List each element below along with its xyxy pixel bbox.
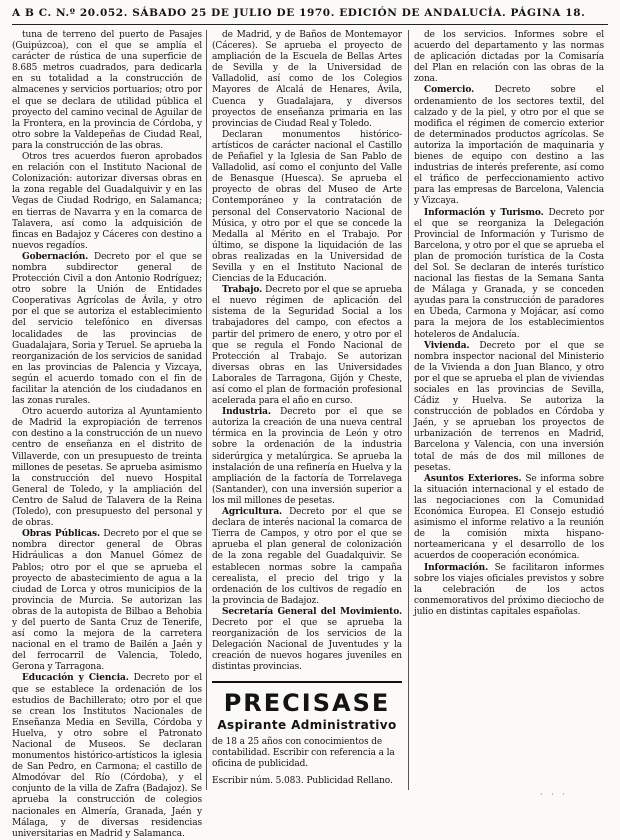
ad-text: de 18 a 25 años con conocimientos de contabilidad. Escribir con referencia a la oficina de publicidad.: [212, 737, 395, 770]
paragraph: de los servicios. Informes sobre el acuerdo del departamento y las normas de aplicación dictadas por la Comisaría del Plan en relación con las obras de la zona.: [414, 30, 604, 85]
paragraph: Otro acuerdo autoriza al Ayuntamiento de Madrid la expropiación de terrenos con destino a la construcción de un nuevo centro de enseñanza en el distrito de Villaverde, con un presupuesto de treinta millones de pesetas. Se aprueba asimismo la construcción del nuevo Hospital General de Toledo, y la ampliación del Centro de Salud de Talavera de la Reina (Toledo), con presupuesto del personal y de obras.: [12, 407, 202, 529]
classified-ad: [212, 681, 402, 787]
paragraph: Industria. Decreto por el que se autoriza la creación de una nueva central térmica en la provincia de León y otro sobre la ordenación de la industria siderúrgica y metalúrgica. Se aprueba la instalación de una refinería en Huelva y la ampliación de la factoría de Torrelavega (Santander), con una inversión superior a los mil millones de pesetas.: [212, 407, 402, 506]
paragraph: Información. Se facilitaron informes sobre los viajes oficiales previstos y sobre la celebración de los actos conmemorativos del próximo dieciocho de julio en distintas capitales españolas.: [414, 562, 605, 617]
section-heading: Educación y Ciencia.: [22, 673, 129, 684]
section-heading: Secretaría General del Movimiento.: [222, 606, 402, 617]
paragraph: Declaran monumentos histórico-artísticos de carácter nacional el Castillo de Peñafiel y la Iglesia de San Pablo de Valladolid, así como el conjunto del Valle de Benasque (Huesca). Se aprueba el proyecto de obras del Museo de Arte Contemporáneo y la contratación de personal del Conservatorio Nacional de Música, y otro por el que se concede la Medalla al Mérito en el Trabajo. Por último, se dispone la liquidación de las obras realizadas en la Universidad de Sevilla y en el Instituto Nacional de Ciencias de la Educación.: [212, 129, 402, 285]
paragraph: Gobernación. Decreto por el que se nombra subdirector general de Protección Civil a don Antonio Rodríguez; otro sobre la Unión de Entidades Cooperativas Agrícolas de Ávila, y otro por el que se autoriza el establecimiento del servicio telefónico en diversas localidades de las provincias de Guadalajara, Soria y Teruel. Se aprueba la reorganización de los servicios de sanidad en las provincias de Palencia y Vizcaya, según el acuerdo tomado con el fin de facilitar la atención de los ciudadanos en las zonas rurales.: [12, 251, 202, 407]
paragraph: Vivienda. Decreto por el que se nombra inspector nacional del Ministerio de la Vivienda a don Juan Blanco, y otro por el que se aprueba el plan de viviendas sociales en las provincias de Sevilla, Cádiz y Huelva. Se autoriza la construcción de poblados en Córdoba y Jaén, y se aprueban los proyectos de urbanización de terrenos en Madrid, Barcelona y Valencia, con una inversión total de más de dos mil millones de pesetas.: [414, 340, 605, 473]
section-heading: Información y Turismo.: [424, 207, 544, 218]
header-rule: [12, 24, 608, 25]
column-1: [12, 30, 202, 839]
paragraph: Asuntos Exteriores. Se informa sobre la situación internacional y el estado de las negociaciones con la Comunidad Económica Europea. El Consejo estudió asimismo el informe relativo a la reunión de la comisión mixta hispano-norteamericana y el desarrollo de los acuerdos de cooperación económica.: [414, 473, 604, 562]
column-rule-2: [408, 30, 409, 790]
section-heading: Vivienda.: [424, 340, 470, 351]
ad-title: PRECISASE: [223, 689, 391, 718]
paragraph: Información y Turismo. Decreto por el que se reorganiza la Delegación Provincial de Información y Turismo de Barcelona, y otro por el que se aprueba el plan de promoción turística de la Costa del Sol. Se declaran de interés turístico nacional las fiestas de la Semana Santa de Málaga y Granada, y se conceden ayudas para la construcción de paradores en Úbeda, Carmona y Mojácar, así como para la mejora de los establecimientos hoteleros de Andalucía.: [414, 207, 604, 340]
section-heading: Obras Públicas.: [22, 529, 100, 540]
paragraph: Trabajo. Decreto por el que se aprueba el nuevo régimen de aplicación del sistema de la Seguridad Social a los trabajadores del campo, con efectos a partir del primero de enero, y otro por el que se regula el Fondo Nacional de Protección al Trabajo. Se autorizan diversas obras en las Universidades Laborales de Tarragona, Gijón y Cheste, así como el plan de formación profesional acelerada para el año en curso.: [212, 285, 402, 407]
column-2: [212, 30, 402, 790]
column-rule-1: [206, 30, 207, 790]
paragraph: Obras Públicas. Decreto por el que se nombra director general de Obras Hidráulicas a don Manuel Gómez de Pablos; otro por el que se aprueba el proyecto de abastecimiento de agua a la ciudad de Lorca y otros municipios de la provincia de Murcia. Se autorizan las obras de la autopista de Bilbao a Behobia y del puerto de Santa Cruz de Tenerife, así como la mejora de la carretera nacional en el tramo de Bailén a Jaén y del ferrocarril de Valencia, Toledo, Gerona y Tarragona.: [12, 529, 202, 673]
section-heading: Asuntos Exteriores.: [424, 473, 522, 484]
paragraph: Educación y Ciencia. Decreto por el que se establece la ordenación de los estudios de Bachillerato; otro por el que se crean los Institutos Nacionales de Enseñanza Media en Sevilla, Córdoba y Huelva, y otro sobre el Patronato Nacional de Museos. Se declaran monumentos histórico-artísticos la iglesia de San Pedro, en Carmona; el castillo de Almodóvar del Río (Córdoba), y el conjunto de la villa de Zafra (Badajoz). Se aprueba la construcción de colegios nacionales en Almería, Granada, Jaén y Málaga, y de diversas residencias universitarias en Madrid y Salamanca.: [12, 673, 202, 839]
column-3: [414, 30, 604, 790]
section-heading: Gobernación.: [22, 251, 89, 262]
paragraph: de Madrid, y de Baños de Montemayor (Cáceres). Se aprueba el proyecto de ampliación de la Escuela de Bellas Artes de Sevilla y de la Universidad de Valladolid, así como de los Colegios Mayores de Alcalá de Henares, Ávila, Cuenca y Guadalajara, y diversos proyectos de enseñanza primaria en las provincias de Ciudad Real y Toledo.: [212, 30, 402, 129]
ad-reference: Escribir núm. 5.083. Publicidad Rellano.: [212, 776, 393, 787]
section-heading: Trabajo.: [222, 285, 263, 296]
paragraph: Agricultura. Decreto por el que se declara de interés nacional la comarca de Tierra de Campos, y otro por el que se aprueba el plan general de colonización de la zona regable del Guadalquivir. Se establecen normas sobre la campaña cerealista, el precio del trigo y la ordenación de los cultivos de regadío en la provincia de Badajoz.: [212, 507, 402, 606]
footer-mark: · · ·: [540, 790, 568, 799]
paragraph: Secretaría General del Movimiento. Decreto por el que se aprueba la reorganización de los servicios de la Delegación Nacional de Juventudes y la creación de nuevos hogares juveniles en distintas provincias.: [212, 606, 402, 673]
paragraph: Comercio. Decreto sobre el ordenamiento de los sectores textil, del calzado y de la piel, y otro por el que se modifica el régimen de comercio exterior de determinados productos agrícolas. Se autoriza la importación de maquinaria y bienes de equipo con destino a las industrias de interés preferente, así como el tráfico de perfeccionamiento activo para las empresas de Barcelona, Valencia y Vizcaya.: [414, 85, 605, 207]
section-heading: Agricultura.: [222, 507, 283, 518]
section-heading: Información.: [424, 562, 489, 573]
section-heading: Industria.: [222, 407, 271, 418]
paragraph: Otros tres acuerdos fueron aprobados en relación con el Instituto Nacional de Colonización: autorizar diversas obras en la zona regable del Guadalquivir y en las Vegas de Ciudad Rodrigo, en Salamanca; en tierras de Navarra y en la comarca de Talavera, así como la adquisición de fincas en Badajoz y Cáceres con destino a nuevos regadíos.: [12, 152, 202, 251]
ad-subtitle: Aspirante Administrativo: [217, 718, 397, 733]
paragraph: tuna de terreno del puerto de Pasajes (Guipúzcoa), con el que se amplía el carácter de rústica de una superficie de 8.685 metros cuadrados, para dedicarla en su totalidad a la construcción de almacenes y servicios portuarios; otro por el que se declara de utilidad pública el proyecto del camino vecinal de Aguilar de la Frontera, en la provincia de Córdoba, y otro sobre la Valdepeñas de Ciudad Real, para la construcción de las obras.: [12, 30, 202, 151]
page-header: A B C. N.º 20.052. SÁBADO 25 DE JULIO DE 1970. EDICIÓN DE ANDALUCÍA. PÁGINA 18.: [12, 7, 586, 19]
section-heading: Comercio.: [424, 85, 475, 96]
